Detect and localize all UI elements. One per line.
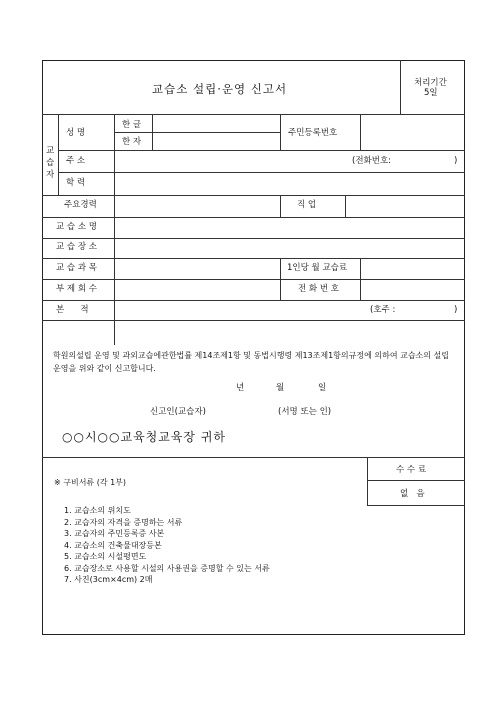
- list-item: 4. 교습소의 건축물대장등본: [64, 540, 162, 550]
- declarant-label: 신고인(교습자): [150, 407, 206, 417]
- list-item: 5. 교습소의 시설평면도: [64, 552, 147, 561]
- education-field[interactable]: [115, 173, 464, 194]
- subject-label: 교 습 과 목: [56, 263, 97, 273]
- list-item: 1. 교습소의 위치도: [64, 506, 131, 515]
- resident-no-label: 주민등록번호: [288, 128, 338, 138]
- date-day-label: 일: [318, 383, 327, 393]
- resident-no-field[interactable]: [361, 115, 464, 149]
- school-name-label: 교 습 소 명: [56, 222, 97, 232]
- tel-label: 전 화 번 호: [298, 284, 339, 294]
- declaration-text: 학원의설립 운영 및 과외교습에관한법률 제14조제1항 및 동법시행령 제13조제1항의규정에 의하여 교습소의 설립 운영을 위와 같이 신고합니다.: [53, 351, 449, 373]
- divider: [58, 114, 59, 195]
- tel-field[interactable]: [361, 280, 464, 299]
- divider: [400, 60, 401, 114]
- copies-field[interactable]: [115, 280, 279, 299]
- divider: [367, 457, 368, 505]
- date-year-label: 년: [236, 383, 245, 393]
- address-label: 주 소: [66, 156, 86, 166]
- signature-field[interactable]: [210, 404, 274, 418]
- phone-close: ): [454, 156, 458, 166]
- career-field[interactable]: [115, 196, 279, 216]
- school-place-label: 교 습 장 소: [56, 242, 97, 252]
- form-title: 교습소 설립·운영 신고서: [152, 82, 288, 96]
- copies-label: 부 제 회 수: [56, 284, 97, 294]
- processing-period-value: 5일: [424, 88, 438, 98]
- hangul-label: 한 글: [122, 120, 142, 130]
- household-label: (호주 :: [370, 305, 396, 315]
- occupation-label: 직 업: [297, 200, 317, 210]
- household-close: ): [454, 305, 458, 315]
- fee-label: 1인당 월 교습료: [287, 263, 348, 273]
- divider: [367, 480, 465, 481]
- subject-field[interactable]: [115, 259, 279, 278]
- list-item: 7. 사진(3cm×4cm) 2매: [64, 575, 153, 584]
- list-item: 3. 교습자의 주민등록증 사본: [64, 529, 165, 538]
- address-field[interactable]: [115, 151, 345, 169]
- phone-label: (전화번호:: [352, 156, 392, 166]
- divider: [280, 195, 281, 217]
- school-name-field[interactable]: [115, 218, 464, 238]
- name-hanja-field[interactable]: [153, 133, 279, 149]
- processing-period-label: 처리기간: [414, 78, 447, 88]
- name-hangul-field[interactable]: [153, 115, 279, 131]
- career-label: 주요경력: [64, 200, 97, 210]
- domicile-label: 본 적: [56, 305, 89, 315]
- signature-label: (서명 또는 인): [278, 407, 332, 417]
- occupation-field[interactable]: [346, 196, 464, 216]
- applicant-group-label: 교 습 자: [46, 146, 55, 180]
- divider: [280, 114, 281, 150]
- required-docs-list: [64, 505, 270, 586]
- fee-box-label: 수 수 료: [396, 465, 427, 475]
- list-item: 2. 교습자의 자격을 증명하는 서류: [64, 517, 183, 527]
- addressee: ○○시○○교육청교육장 귀하: [62, 430, 227, 444]
- divider: [42, 457, 465, 458]
- date-month-label: 월: [276, 383, 285, 393]
- list-item: 6. 교습장소로 사용할 시설의 사용권을 증명할 수 있는 서류: [64, 563, 270, 573]
- school-place-field[interactable]: [115, 239, 464, 258]
- name-label: 성 명: [66, 128, 86, 138]
- divider: [367, 505, 465, 506]
- fee-field[interactable]: [361, 259, 464, 278]
- divider: [42, 320, 465, 321]
- hanja-label: 한 자: [122, 137, 142, 147]
- domicile-field[interactable]: [115, 301, 363, 320]
- fee-box-value: 없 음: [400, 489, 425, 499]
- education-label: 학 력: [66, 178, 86, 188]
- docs-header: ※ 구비서류 (각 1부): [54, 478, 127, 487]
